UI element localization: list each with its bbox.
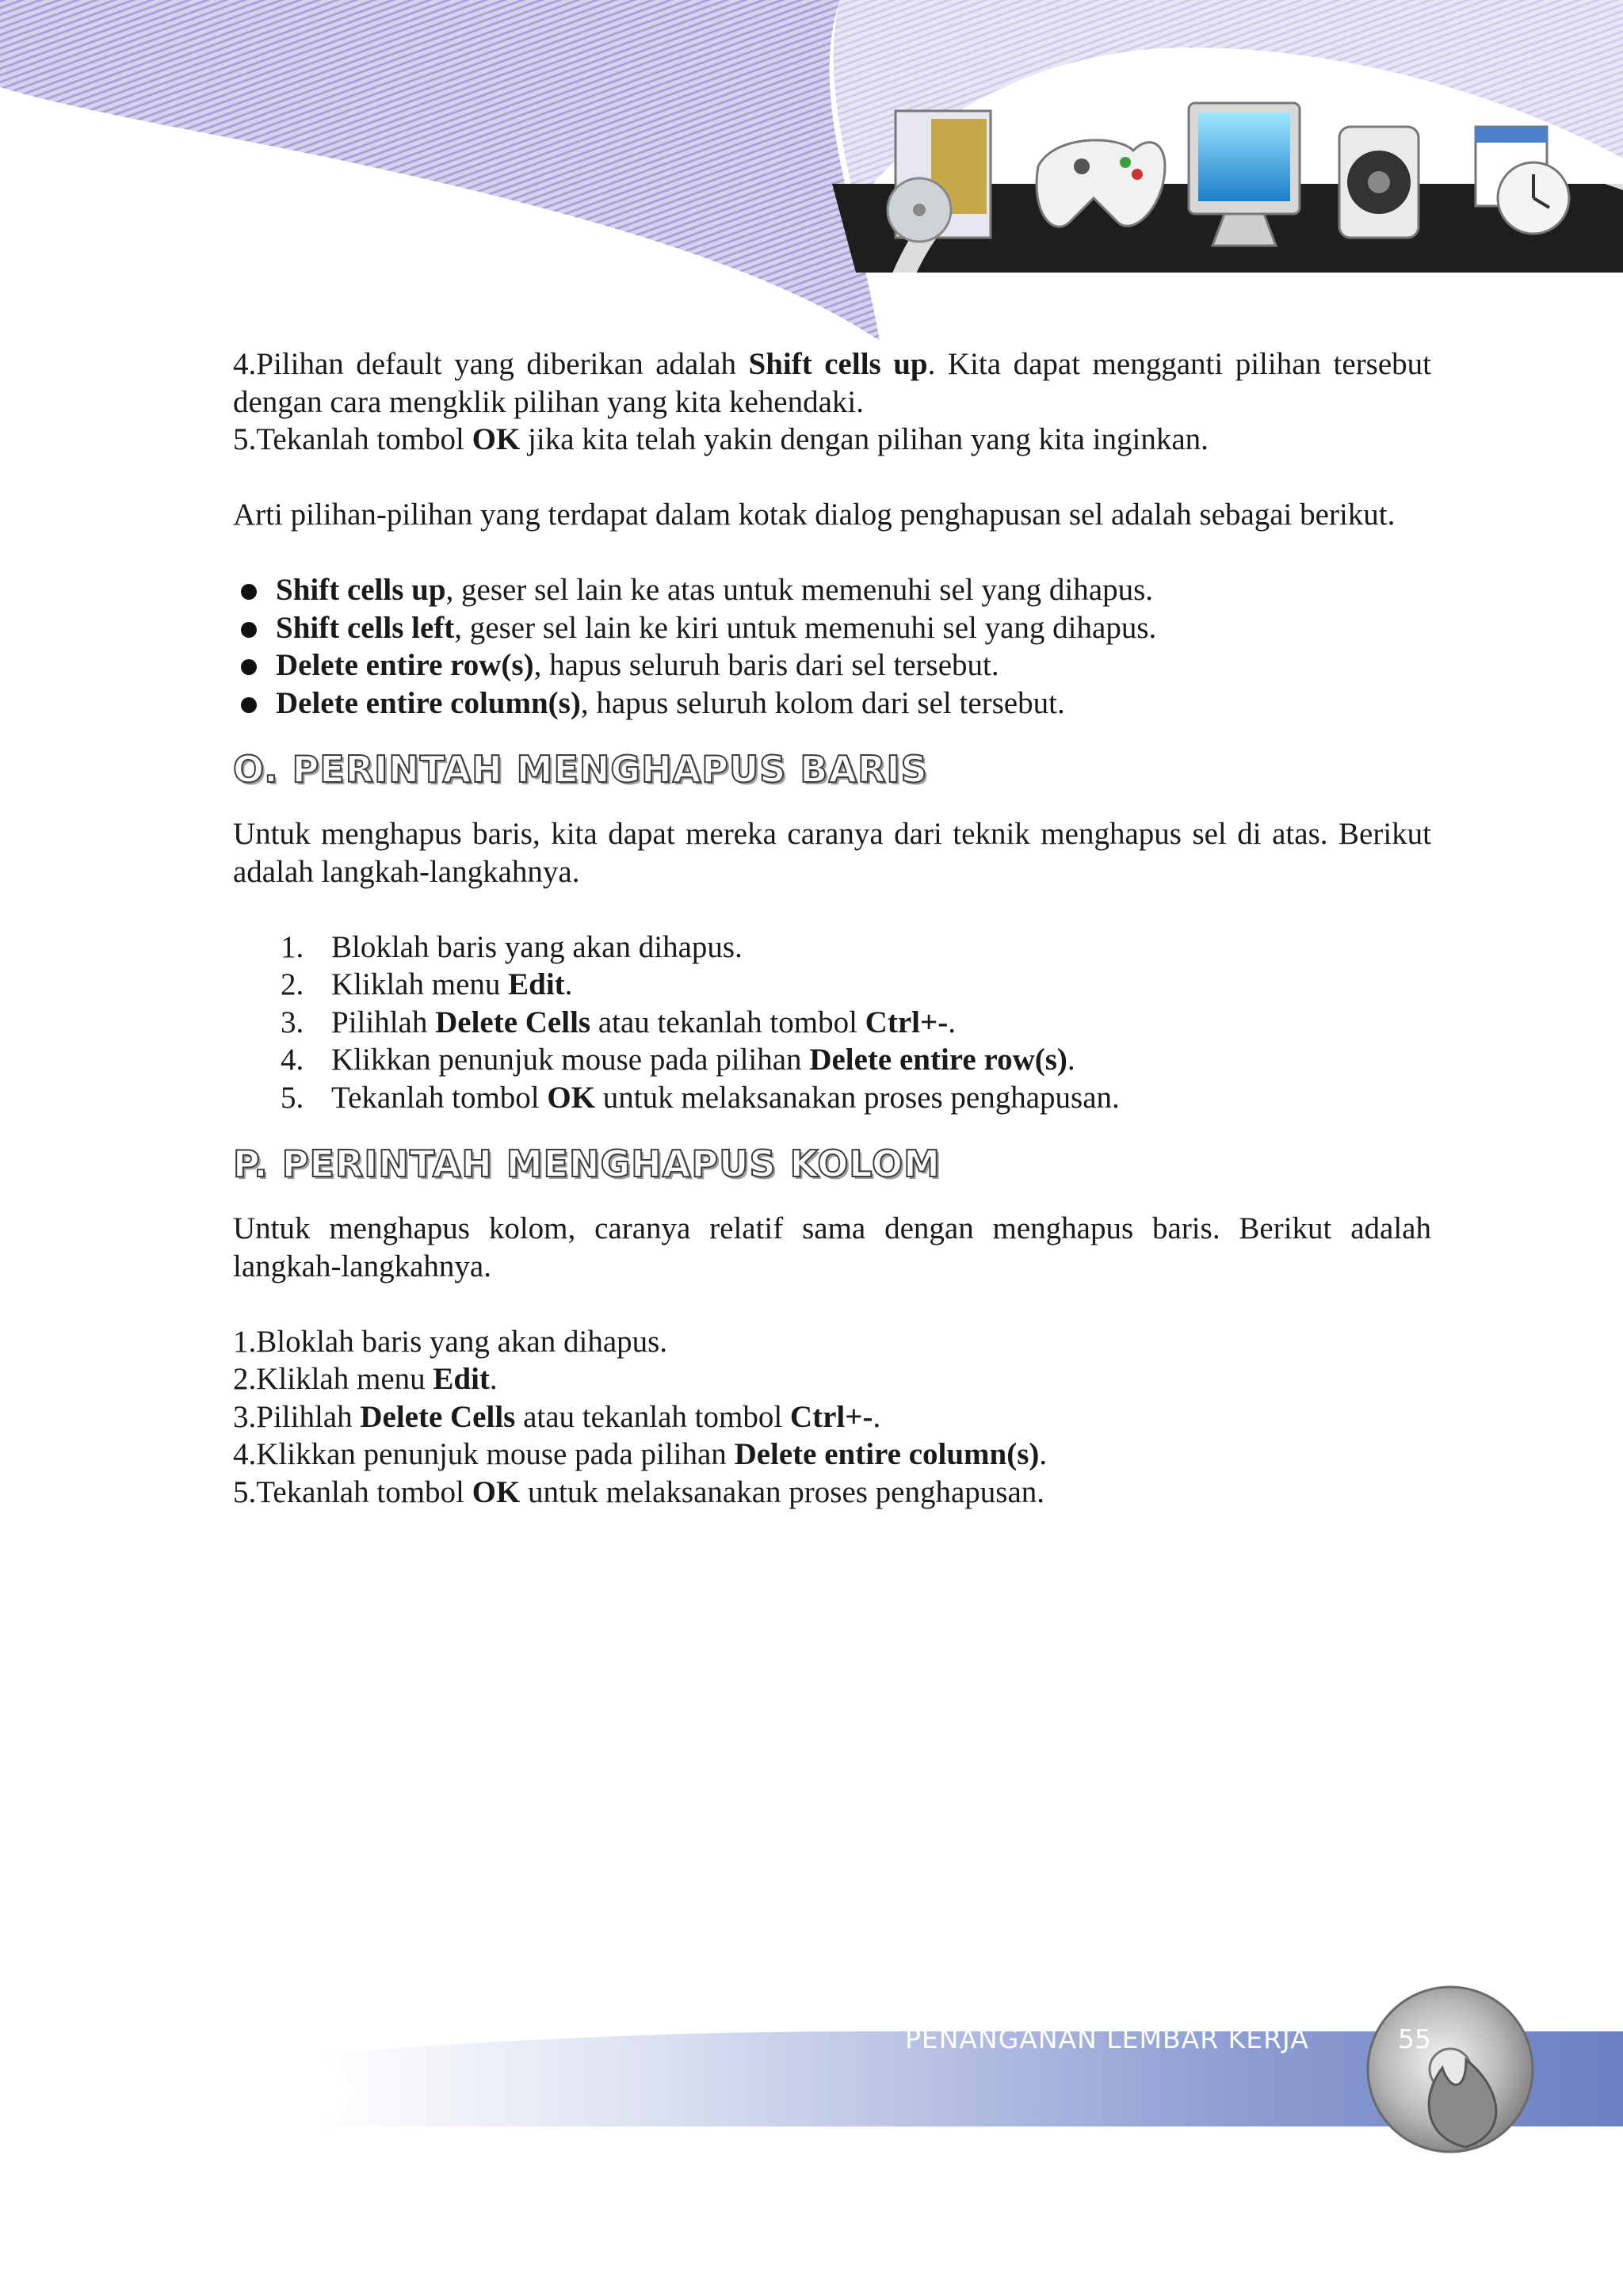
disc-flame-icon xyxy=(1368,1987,1533,2152)
software-box-icon xyxy=(888,111,991,242)
list-item: Delete entire row(s), hapus seluruh baris dari sel tersebut. xyxy=(233,646,1431,685)
list-item: Delete entire column(s), hapus seluruh kolom dari sel tersebut. xyxy=(233,685,1431,723)
section-o-intro: Untuk menghapus baris, kita dapat mereka caranya dari teknik menghapus sel di atas. Berikut adalah langkah-langkahnya. xyxy=(233,817,1431,889)
speaker-icon xyxy=(1339,127,1419,238)
list-item: 1.Bloklah baris yang akan dihapus. xyxy=(233,1324,668,1359)
bullet-icon xyxy=(241,622,257,638)
paragraph-explain: Arti pilihan-pilihan yang terdapat dalam kotak dialog penghapusan sel adalah sebagai berikut. xyxy=(233,498,1396,532)
list-item: 4. Klikkan penunjuk mouse pada pilihan Delete entire row(s). xyxy=(281,1043,1075,1077)
options-list xyxy=(233,571,1431,722)
list-item: Shift cells up, geser sel lain ke atas untuk memenuhi sel yang dihapus. xyxy=(233,571,1431,609)
paragraph-step5: 5.Tekanlah tombol OK jika kita telah yakin dengan pilihan yang kita inginkan. xyxy=(233,422,1209,456)
list-item: Shift cells left, geser sel lain ke kiri untuk memenuhi sel yang dihapus. xyxy=(233,609,1431,647)
list-item: 5. Tekanlah tombol OK untuk melaksanakan proses penghapusan. xyxy=(281,1080,1120,1115)
chapter-title: PENANGANAN LEMBAR KERJA xyxy=(905,2023,1309,2054)
page-number: 55 xyxy=(1398,2023,1431,2054)
list-item: 1. Bloklah baris yang akan dihapus. xyxy=(281,929,743,964)
list-item: 5.Tekanlah tombol OK untuk melaksanakan proses penghapusan. xyxy=(233,1474,1045,1509)
section-o-steps xyxy=(233,929,1431,1117)
bullet-icon xyxy=(241,697,257,713)
header-decoration xyxy=(0,0,1623,364)
section-p-intro: Untuk menghapus kolom, caranya relatif sama dengan menghapus baris. Berikut adalah langkah-langkahnya. xyxy=(233,1211,1431,1283)
bullet-icon xyxy=(241,584,257,600)
page-content xyxy=(233,345,1431,1511)
section-p-steps xyxy=(233,1323,1431,1512)
list-item: 3. Pilihlah Delete Cells atau tekanlah tombol Ctrl+-. xyxy=(281,1005,956,1039)
list-item: 3.Pilihlah Delete Cells atau tekanlah tombol Ctrl+-. xyxy=(233,1399,881,1434)
list-item: 2.Kliklah menu Edit. xyxy=(233,1362,498,1396)
section-heading-p: P. PERINTAH MENGHAPUS KOLOM xyxy=(233,1142,941,1185)
list-item: 4.Klikkan penunjuk mouse pada pilihan Delete entire column(s). xyxy=(233,1437,1048,1471)
paragraph-step4: 4.Pilihan default yang diberikan adalah Shift cells up. Kita dapat mengganti pilihan tersebut dengan cara mengklik pilihan yang kita kehendaki. xyxy=(233,347,1432,419)
footer-decoration xyxy=(0,1933,1623,2218)
list-item: 2. Kliklah menu Edit. xyxy=(281,967,573,1001)
bullet-icon xyxy=(241,659,257,675)
section-heading-o: O. PERINTAH MENGHAPUS BARIS xyxy=(233,748,928,791)
